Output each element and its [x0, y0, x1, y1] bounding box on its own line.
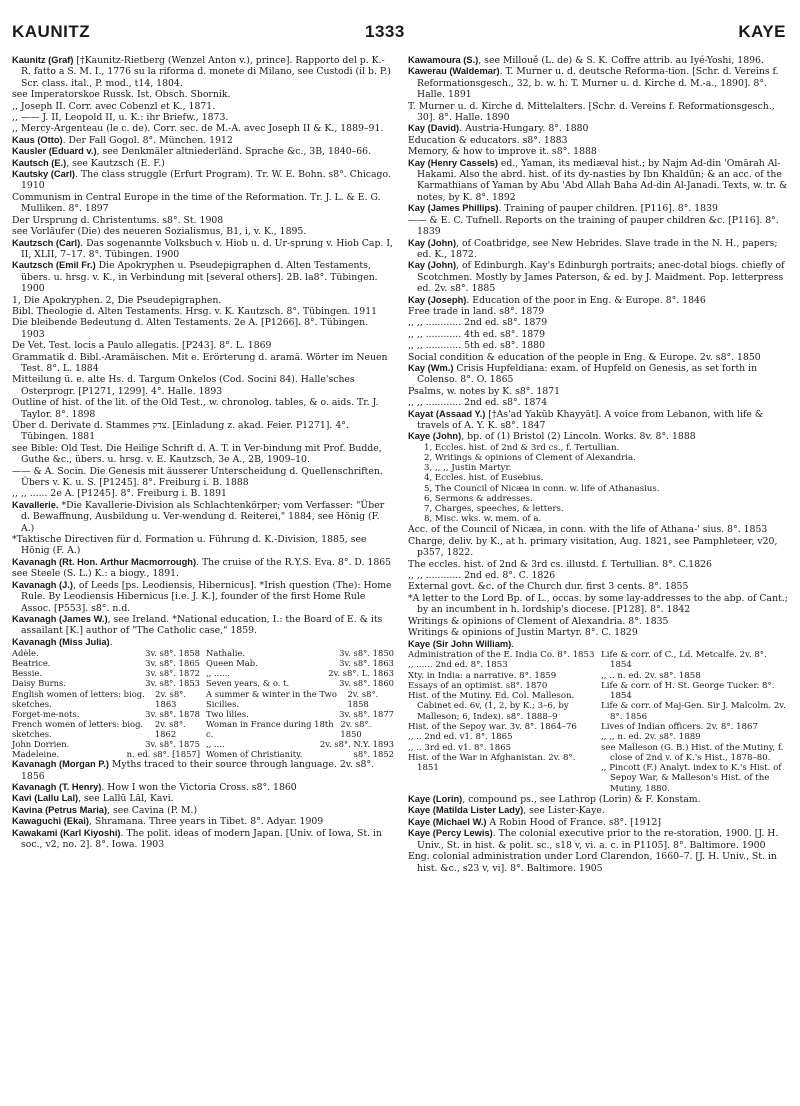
entry: ,, ,, n. ed. 2v. s8°. 1889 [601, 732, 701, 743]
work-title: ,, .... [206, 738, 225, 749]
entry: Kavanagh (Miss Julia). [12, 636, 113, 648]
work-format: 3v. s8°. 1878 [145, 708, 200, 719]
entry: Hist. of the War in Afghanistan. 2v. 8°. 1851 [408, 752, 576, 774]
work-item [12, 749, 200, 759]
entry: ,, .. 2nd ed. v1. 8°. 1865 [408, 732, 513, 743]
entry: Kay (Joseph). Education of the poor in Eng. & Europe. 8°. 1846 [408, 294, 706, 306]
entry: Kaye (Sir John William). [408, 638, 515, 650]
entry: ,, Mercy-Argenteau (le c. de). Corr. sec. de M.-A. avec Joseph II & K., 1889–91. [12, 123, 384, 135]
entry: Kaye (Matilda Lister Lady), see Lister-Kaye. [408, 805, 605, 817]
work-format: 2v. s8°. N.Y. 1893 [319, 738, 394, 749]
work-format: 3v. s8°. 1853 [145, 678, 200, 689]
entry: Kay (John), of Coatbridge, see New Hebrides. Slave trade in the N. H., papers; ed. K., 1872. [408, 237, 778, 260]
work-format: n. ed. s8°. [1857] [126, 749, 200, 760]
entry: Outline of hist. of the lit. of the Old Test., w. chronolog. tables, & o. aids. Tr. J. Taylor. 8°. 1898 [12, 397, 379, 420]
work-format: s8°. 1852 [353, 749, 394, 760]
work-title: Adèle. [12, 648, 39, 659]
entry: Communism in Central Europe in the time of the Reformation. Tr. J. L. & E. G. Mulliken. 8°. 1897 [12, 191, 381, 215]
entry: Kay (Wm.) Crisis Hupfeldiana: exam. of Hupfeld on Genesis, as set forth in Colenso. 8°. O. 1865 [408, 362, 758, 386]
entry: ,, Joseph II. Corr. avec Cobenzl et K., 1871. [12, 100, 216, 112]
entry: 1, Eccles. hist. of 2nd & 3rd cs., f. Tertullian. [424, 442, 620, 453]
page-number: 1333 [365, 22, 405, 41]
entry: ,, —— J. II, Leopold II, u. K.: ihr Briefw., 1873. [12, 112, 229, 124]
entry: Über d. Derivate d. Stammes צדק. [Einladung z. akad. Feier. P1271]. 4°. Tübingen. 1881 [12, 420, 349, 443]
work-title: English women of letters: biog. sketches. [12, 688, 145, 709]
entry: Bibl. Theologie d. Alten Testaments. Hrsg. v. K. Kautzsch. 8°. Tübingen. 1911 [12, 305, 378, 317]
entry: Kautzsch (Carl). Das sogenannte Volksbuch v. Hiob u. d. Ur-sprung v. Hiob Cap. I, II, XLII, 7–17. 8°. Tübingen. 1900 [12, 237, 393, 260]
entry: Kavanagh (Rt. Hon. Arthur Macmorrough). The cruise of the R.Y.S. Eva. 8°. D. 1865 [12, 556, 392, 568]
work-item [12, 658, 200, 668]
entry: see Malleson (G. B.) Hist. of the Mutiny, f. close of 2nd v. of K.'s Hist., 1878–80. [601, 742, 784, 763]
entry: Kaye (Michael W.) A Robin Hood of France. s8°. [1912] [408, 816, 662, 828]
entry: ,, ,, ............ 4th ed. s8°. 1879 [408, 328, 546, 340]
work-format: 3v. s8°. 1863 [339, 658, 394, 669]
work-title: Forget-me-nots. [12, 708, 80, 719]
work-title: Women of Christianity. [206, 749, 303, 760]
entry: Kavanagh (J.), of Leeds [ps. Leodiensis, Hibernicus]. *Irish question (The): Home Rule. By Leodiensis Hibernicus [i.e. J. K.], founder of the first Home Rule Assoc. [P553]. s8°. n.d. [12, 579, 392, 614]
entry: Life & corr. of Maj-Gen. Sir J. Malcolm. 2v. 8°. 1856 [601, 701, 786, 722]
work-title: Daisy Burns. [12, 678, 66, 689]
work-item [206, 709, 394, 719]
entry: ,, ,, ............ 2nd ed. s8°. 1879 [408, 317, 548, 329]
entry: Hist. of the Sepoy war. 3v. 8°. 1864–76 [408, 721, 577, 732]
entry: see Steele (S. L.) K.: a biogy., 1891. [12, 568, 180, 580]
entry: Kawerau (Waldemar). T. Murner u. d. deutsche Reforma-tion. [Schr. d. Vereins f. Reformationsgesch., 32, b. w. h. T. Murner u. d. Kirche d. M.-a., 1890]. 8°. Halle. 1891 [408, 66, 779, 101]
entry: Kavanagh (Morgan P.) Myths traced to their source through language. 2v. s8°. 1856 [12, 759, 375, 782]
kaye-jw-works [408, 650, 788, 794]
entry: see Vorläufer (Die) des neueren Sozialismus, B1, i, v. K., 1895. [12, 226, 307, 238]
entry: Kaus (Otto). Der Fall Gogol. 8°. München. 1912 [12, 134, 233, 146]
work-item [206, 648, 394, 658]
entry: Kawamoura (S.), see Millouě (L. de) & S. K. Coffre attrib. au Iyé-Yoshi, 1896. [408, 55, 764, 66]
entry: Kautzsch (Emil Fr.) Die Apokryphen u. Pseudepigraphen d. Alten Testaments, übers. u. hrsg. v. K., in Verbindung mit [several others]. 2B. la8°. Tübingen. 1900 [12, 260, 378, 295]
work-title: Two lilies. [206, 708, 249, 719]
entry: The eccles. hist. of 2nd & 3rd cs. illustd. f. Tertullian. 8°. C.1826 [408, 558, 712, 570]
entry: Eng. colonial administration under Lord Clarendon, 1660–7. [J. H. Univ., St. in hist. &c., s23 v, vi]. 8°. Baltimore. 1905 [408, 851, 777, 874]
work-format: 2v. s8°. L. 1863 [328, 668, 394, 679]
entry: Psalms, w. notes by K. s8°. 1871 [408, 385, 561, 397]
header-left: KAUNITZ [12, 22, 91, 41]
entry: ,, Pincott (F.) Analyt. index to K.'s Hist. of Sepoy War, & Malleson's Hist. of the Mutiny, 1880. [601, 763, 782, 794]
work-format: 3v. s8°. 1875 [145, 738, 200, 749]
entry: Writings & opinions of Clement of Alexandria. 8°. 1835 [408, 615, 669, 627]
entry: Kawakami (Karl Kiyoshi). The polit. ideas of modern Japan. [Univ. of Iowa, St. in soc., v2, no. 2]. 8°. Iowa. 1903 [12, 827, 382, 850]
work-title: Beatrice. [12, 658, 51, 669]
work-item [12, 709, 200, 719]
entry: Charge, deliv. by K., at h. primary visitation, Aug. 1821, see Pamphleteer, v20, p357, 1822. [408, 535, 778, 559]
entry: ,, .. n. ed. 2v. s8°. 1858 [601, 670, 701, 681]
entry: 5, The Council of Nicæa in conn. w. life of Athanasius. [424, 483, 660, 494]
work-format: 2v. s8°. 1858 [347, 688, 379, 709]
work-format: 3v. s8°. 1858 [145, 648, 200, 659]
entry: Kavi (Lallu Lal), see Lallū Lāl, Kavi. [12, 793, 174, 805]
entry: Social condition & education of the people in Eng. & Europe. 2v. s8°. 1850 [408, 351, 761, 363]
work-format: 2v. s8°. 1863 [155, 688, 187, 709]
work-format: 3v. s8°. 1850 [339, 648, 394, 659]
entry: Kay (Henry Cassels) ed., Yaman, its mediæval hist.; by Najm Ad-din 'Omārah Al-Hakami. Also the abrd. hist. of its dy-nasties by Ibn Khaldūn; & an acc. of the Karmathians of Yaman by Abu 'Abd Allah Baha Ad-din Al-Janadi. Texts, w. tr. & notes, by K. 8°. 1892 [408, 157, 788, 203]
entry: Kavanagh (James W.), see Ireland. *National education, I.: the Board of E. & its assailant [K.] author of "The Catholic case," 1859. [12, 613, 383, 637]
entry: T. Murner u. d. Kirche d. Mittelalters. [Schr. d. Vereins f. Reformationsgesch., 30]. 8°. Halle. 1890 [408, 100, 775, 124]
entry: 2, Writings & opinions of Clement of Alexandria. [424, 453, 636, 464]
entry: Kaye (Lorin), compound ps., see Lathrop (Lorin) & F. Konstam. [408, 794, 701, 806]
entry: Essays of an optimist. s8°. 1870 [408, 680, 548, 691]
entry: Kaunitz (Graf) [†Kaunitz-Rietberg (Wenzel Anton v.), prince]. Rapporto del p. K.-R. fatto a S. M. I., 1776 su la riforma d. monete di Milano, see Custodi (il b. P.) Scr. class. ital., P. mod., t14, 1804. [12, 55, 391, 89]
entry: Writings & opinions of Justin Martyr. 8°. C. 1829 [408, 627, 638, 639]
entry: Memory, & how to improve it. s8°. 1888 [408, 146, 597, 158]
entry: ,, ...... 2nd ed. 8°. 1853 [408, 660, 508, 671]
work-item [12, 668, 200, 678]
entry: Kay (James Phillips). Training of pauper children. [P116]. 8°. 1839 [408, 203, 718, 215]
entry: 4, Eccles. hist. of Eusebius. [424, 473, 544, 484]
entry: Grammatik d. Bibl.-Aramäischen. Mit e. Erörterung d. aramä. Wörter im Neuen Test. 8°. L. 1884 [12, 351, 388, 374]
entry: 7, Charges, speeches, & letters. [424, 504, 564, 515]
work-title: John Dorrien. [12, 738, 70, 749]
entry: *Taktische Directiven für d. Formation u. Führung d. K.-Division, 1885, see Hönig (F. A.) [12, 534, 367, 557]
entry: Die bleibende Bedeutung d. Alten Testaments. 2e A. [P1266]. 8°. Tübingen. 1903 [12, 317, 369, 340]
left-column [12, 55, 394, 850]
work-format: 3v. s8°. 1877 [339, 708, 394, 719]
right-column [408, 55, 788, 874]
work-title: ,, ...... [206, 668, 230, 679]
entry: 8, Misc. wks. w. mem. of a. [424, 514, 542, 525]
work-item [206, 719, 394, 739]
work-title: Nathalie. [206, 648, 246, 659]
work-item [206, 668, 394, 678]
entry: Kawaguchi (Ekai), Shramana. Three years in Tibet. 8°. Adyar. 1909 [12, 816, 324, 828]
entry: ,, ,, ............ 5th ed. s8°. 1880 [408, 340, 546, 352]
work-item [12, 689, 200, 709]
work-format: 2v. s8°. 1850 [340, 718, 372, 739]
work-title: A summer & winter in the Two Sicilies. [206, 688, 337, 709]
entry: External govt. &c. of the Church dur. first 3 cents. 8°. 1855 [408, 581, 689, 593]
entry: Acc. of the Council of Nicæa, in conn. with the life of Athana-' sius. 8°. 1853 [408, 524, 768, 536]
entry: Kautsky (Carl). The class struggle (Erfurt Program). Tr. W. E. Bohn. s8°. Chicago. 1910 [12, 169, 391, 192]
entry: Life & corr. of C., Ld. Metcalfe. 2v. 8°. 1854 [601, 649, 767, 671]
work-item [206, 749, 394, 759]
work-format: 3v. s8°. 1865 [145, 658, 200, 669]
entry: 3, ,, ,, Justin Martyr. [424, 463, 512, 474]
entry: Lives of Indian officers. 2v. 8°. 1867 [601, 721, 758, 732]
work-title: Queen Mab. [206, 658, 258, 669]
work-item [206, 739, 394, 749]
work-title: Madeleine. [12, 749, 60, 760]
header-right: KAYE [738, 22, 786, 41]
entry: ,, .. 3rd ed. v1. 8°. 1865 [408, 742, 512, 753]
entry: Kavina (Petrus Maria), see Cavina (P. M.) [12, 804, 198, 816]
entry: Kavallerie. *Die Kavallerie-Division als Schlachtenkörper; vom Verfasser: "Über d. Bewaffnung, Ausbildung u. Ver-wendung d. Reiterei," 1884, see Hönig (F. A.) [12, 499, 385, 534]
entry: ,, ,, ............ 2nd ed. s8°. 1874 [408, 397, 548, 409]
entry: —— & E. C. Tufnell. Reports on the training of pauper children &c. [P116]. 8°. 1839 [408, 214, 779, 238]
work-item [12, 648, 200, 658]
entry: Xty. in India: a narrative. 8°. 1859 [408, 670, 557, 681]
entry: Life & corr. of H. St. George Tucker. 8°. 1854 [601, 680, 775, 702]
work-item [12, 739, 200, 749]
work-item [206, 658, 394, 668]
entry: 6, Sermons & addresses. [424, 493, 533, 504]
work-title: Bessie. [12, 668, 43, 679]
entry: —— & A. Socin. Die Genesis mit äusserer Unterscheidung d. Quellenschriften. Übers v. K. u. S. [P1245]. 8°. Freiburg i. B. 1888 [12, 465, 383, 489]
entry: Kay (David). Austria-Hungary. 8°. 1880 [408, 123, 589, 135]
work-format: 2v. s8°. 1862 [154, 718, 186, 739]
entry: Administration of the E. India Co. 8°. 1853 [408, 649, 595, 660]
work-format: 3v. s8°. 1872 [145, 668, 200, 679]
entry: Der Ursprung d. Christentums. s8°. St. 1908 [12, 214, 224, 226]
work-title: Woman in France during 18th c. [206, 718, 334, 739]
running-header [0, 22, 800, 46]
work-item [206, 689, 394, 709]
work-title: French women of letters: biog. sketches. [12, 718, 144, 739]
work-item [12, 678, 200, 688]
entry: ,, ,, ...... 2e A. [P1245]. 8°. Freiburg i. B. 1891 [12, 488, 227, 500]
entry: Free trade in land. s8°. 1879 [408, 305, 545, 317]
entry: Kautsch (E.), see Kautzsch (E. F.) [12, 157, 165, 169]
work-item [206, 678, 394, 688]
julia-kavanagh-works [12, 648, 394, 759]
entry: Kaye (John), bp. of (1) Bristol (2) Lincoln. Works. 8v. 8°. 1888 [408, 431, 696, 443]
work-item [12, 719, 200, 739]
entry: *A letter to the Lord Bp. of L., occas. by some lay-addresses to the abp. of Cant.; by an incumbent in h. lordship's diocese. [P128]. 8°. 1842 [408, 592, 788, 616]
entry: Education & educators. s8°. 1883 [408, 134, 568, 146]
entry: see Imperatorskoe Russk. Ist. Obsch. Sbornik. [12, 89, 231, 101]
work-title: Seven years, & o. t. [206, 678, 290, 689]
entry: De Vet. Test. locis a Paulo allegatis. [P243]. 8°. L. 1869 [12, 340, 272, 352]
entry: Kayat (Assaad Y.) [†As'ad Yakūb Khayyāt]. A voice from Lebanon, with life & travels of A. Y. K. s8°. 1847 [408, 408, 764, 431]
entry: Kaye (Percy Lewis). The colonial executive prior to the re-storation, 1900. [J. H. Univ., St. in hist. & polit. sc., s18 v, vi. a. c. in P1105]. 8°. Baltimore. 1900 [408, 828, 779, 851]
work-format: 3v. s8°. 1860 [339, 678, 394, 689]
entry: Hist. of the Mutiny. Ed. Col. Malleson. Cabinet ed. 6v, (1, 2, by K.; 3–6, by Malleson; 6, Index). s8°. 1888–9 [408, 691, 575, 722]
entry: Kausler (Eduard v.), see Denkmäler altniederländ. Sprache &c., 3B, 1840–66. [12, 146, 372, 158]
entry: see Bible: Old Test. Die Heilige Schrift d. A. T. in Ver-bindung mit Prof. Budde, Guthe &c., übers. u. hrsg. v. E. Kautzsch, 3e A., 2B, 1909–10. [12, 442, 382, 466]
entry: Kay (John), of Edinburgh. Kay's Edinburgh portraits; anec-dotal biogs. chiefly of Scotchmen. Mostly by James Paterson, & ed. by J. Maidment. Pop. letterpress ed. 2v. s8°. 1885 [408, 260, 785, 295]
entry: Kavanagh (T. Henry). How I won the Victoria Cross. s8°. 1860 [12, 781, 297, 793]
entry: ,, ,, ............ 2nd ed. 8°. C. 1826 [408, 570, 556, 582]
entry: Mitteilung ü. e. alte Hs. d. Targum Onkelos (Cod. Socini 84). Halle'sches Osterprogr. [P1271, 1299]. 4°. Halle. 1893 [12, 374, 355, 397]
entry: 1, Die Apokryphen. 2, Die Pseudepigraphen. [12, 294, 222, 306]
